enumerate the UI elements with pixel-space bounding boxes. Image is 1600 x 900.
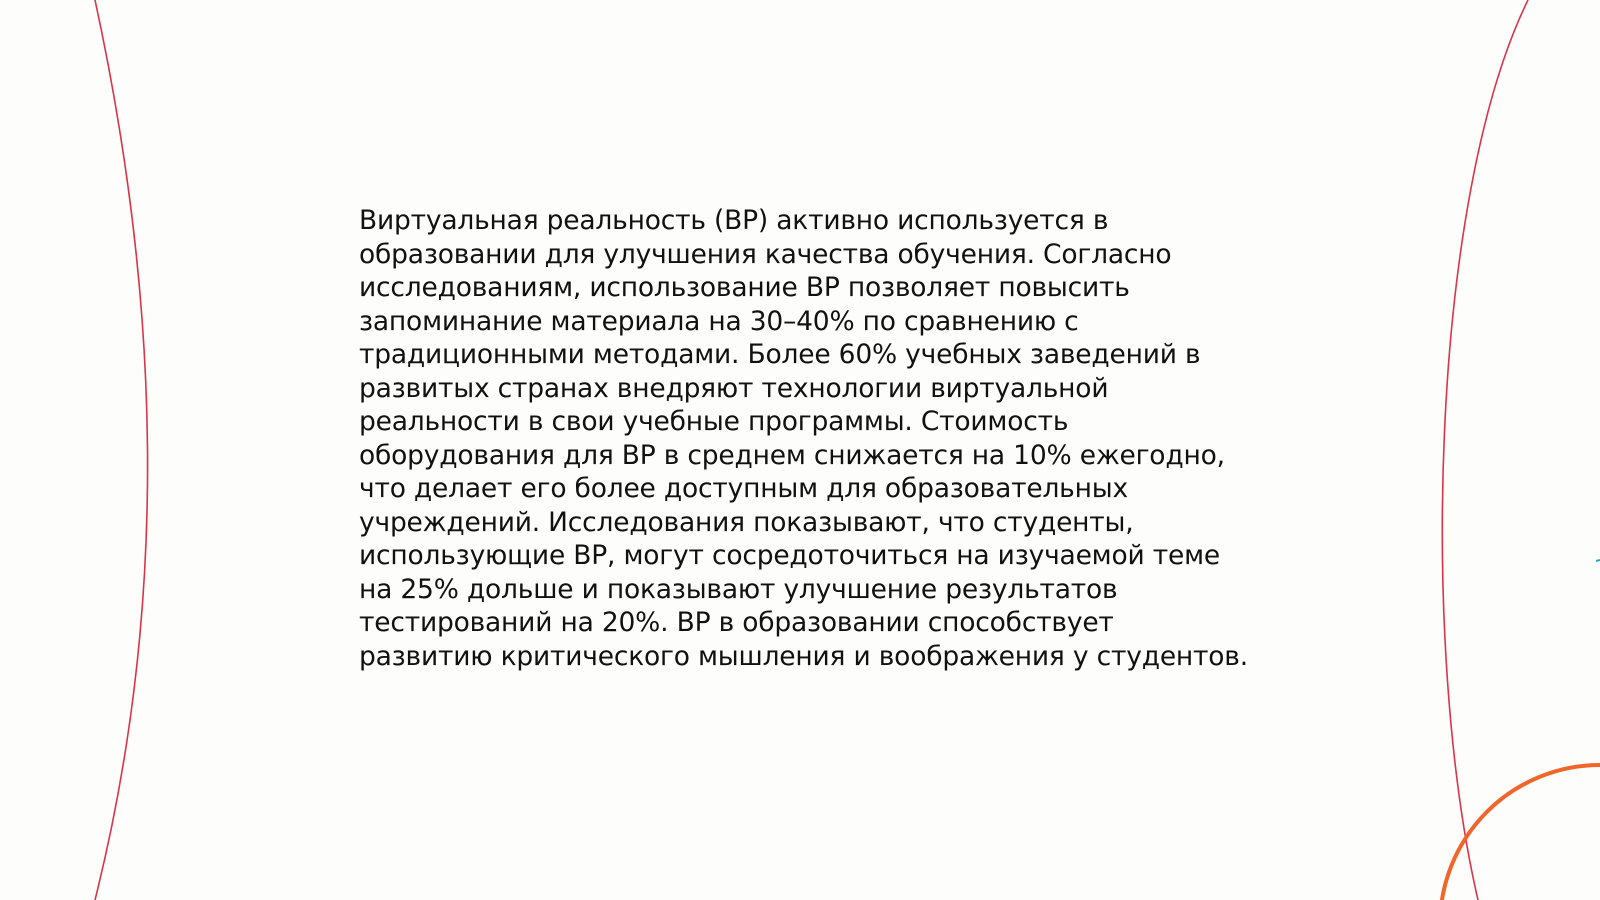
paragraph-line: тестирований на 20%. ВР в образовании способствует: [359, 607, 1114, 638]
paragraph-line: учреждений. Исследования показывают, что студенты,: [359, 506, 1134, 538]
paragraph-line: запоминание материала на 30–40% по сравнению с: [359, 305, 1079, 337]
paragraph-line: развитию критического мышления и воображения у студентов.: [359, 640, 1248, 672]
paragraph-line: оборудования для ВР в среднем снижается на 10% ежегодно,: [359, 439, 1225, 471]
blue-accent-mark: [1596, 560, 1600, 561]
left-red-curve: [95, 0, 148, 900]
paragraph-line: реальности в свои учебные программы. Стоимость: [359, 406, 1069, 437]
paragraph-line: Виртуальная реальность (ВР) активно используется в: [359, 205, 1109, 236]
paragraph-line: на 25% дольше и показывают улучшение результатов: [359, 573, 1118, 605]
paragraph-line: традиционными методами. Более 60% учебных заведений в: [359, 339, 1201, 370]
paragraph-line: использующие ВР, могут сосредоточиться на изучаемой теме: [359, 540, 1220, 571]
paragraph-line: исследованиям, использование ВР позволяет повысить: [359, 272, 1130, 303]
paragraph-line: образовании для улучшения качества обучения. Согласно: [359, 238, 1172, 270]
paragraph-line: развитых странах внедряют технологии виртуальной: [359, 372, 1109, 404]
paragraph-line: что делает его более доступным для образовательных: [359, 473, 1128, 504]
right-red-curve: [1442, 0, 1528, 900]
body-paragraph: [359, 204, 1259, 673]
